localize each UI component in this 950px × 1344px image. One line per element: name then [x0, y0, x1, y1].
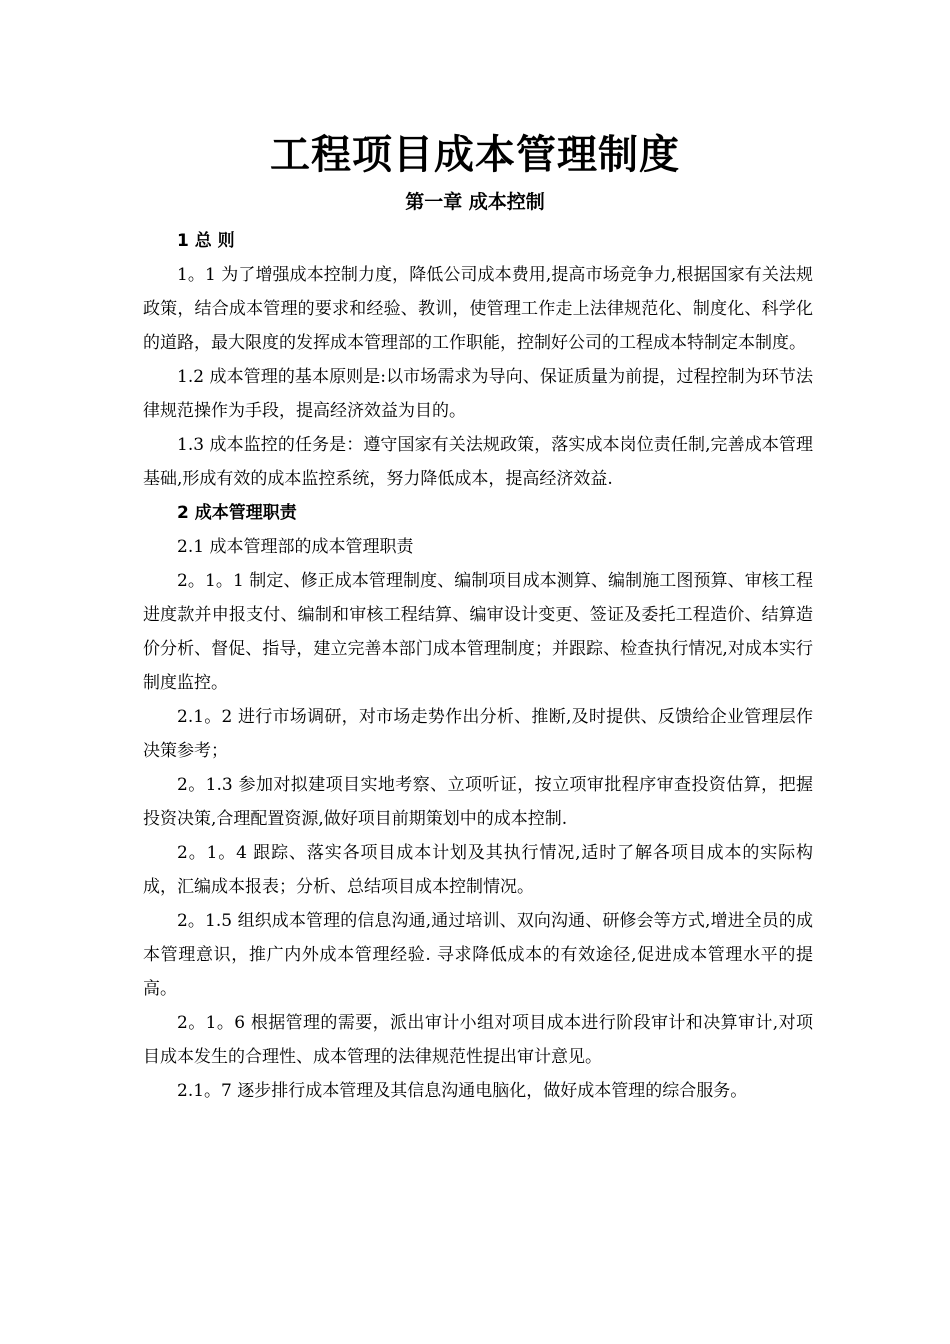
paragraph-2-1-5: 2。1.5 组织成本管理的信息沟通,通过培训、双向沟通、研修会等方式,增进全员的成本管理意识，推广内外成本管理经验. 寻求降低成本的有效途径,促进成本管理水平的提高。: [143, 911, 813, 999]
paragraph-1-3: 1.3 成本监控的任务是：遵守国家有关法规政策，落实成本岗位责任制,完善成本管理基础,形成有效的成本监控系统，努力降低成本，提高经济效益.: [143, 435, 813, 489]
section-heading-general: 1 总 则: [177, 231, 235, 251]
section-heading-duties: 2 成本管理职责: [177, 503, 297, 523]
chapter-title: 第一章 成本控制: [405, 191, 545, 213]
paragraph-2-1-7: 2.1。7 逐步排行成本管理及其信息沟通电脑化，做好成本管理的综合服务。: [177, 1081, 748, 1101]
document-title: 工程项目成本管理制度: [270, 132, 680, 178]
paragraph-2-1: 2.1 成本管理部的成本管理职责: [177, 537, 414, 557]
paragraph-2-1-2: 2.1。2 进行市场调研，对市场走势作出分析、推断,及时提供、反馈给企业管理层作决策参考；: [143, 707, 813, 761]
paragraph-1-1: 1。1 为了增强成本控制力度，降低公司成本费用,提高市场竞争力,根据国家有关法规政策，结合成本管理的要求和经验、教训，使管理工作走上法律规范化、制度化、科学化的道路，最大限度的发挥成本管理部的工作职能，控制好公司的工程成本特制定本制度。: [143, 265, 813, 353]
paragraph-2-1-1: 2。1。1 制定、修正成本管理制度、编制项目成本测算、编制施工图预算、审核工程进度款并申报支付、编制和审核工程结算、编审设计变更、签证及委托工程造价、结算造价分析、督促、指导，建立完善本部门成本管理制度；并跟踪、检查执行情况,对成本实行制度监控。: [143, 571, 813, 693]
document-body: [143, 224, 813, 1108]
paragraph-1-2: 1.2 成本管理的基本原则是:以市场需求为导向、保证质量为前提，过程控制为环节法律规范操作为手段，提高经济效益为目的。: [143, 367, 813, 421]
paragraph-2-1-3: 2。1.3 参加对拟建项目实地考察、立项听证，按立项审批程序审查投资估算，把握投资决策,合理配置资源,做好项目前期策划中的成本控制.: [143, 775, 813, 829]
paragraph-2-1-6: 2。1。6 根据管理的需要，派出审计小组对项目成本进行阶段审计和决算审计,对项目成本发生的合理性、成本管理的法律规范性提出审计意见。: [143, 1013, 813, 1067]
paragraph-2-1-4: 2。1。4 跟踪、落实各项目成本计划及其执行情况,适时了解各项目成本的实际构成，汇编成本报表；分析、总结项目成本控制情况。: [143, 843, 813, 897]
